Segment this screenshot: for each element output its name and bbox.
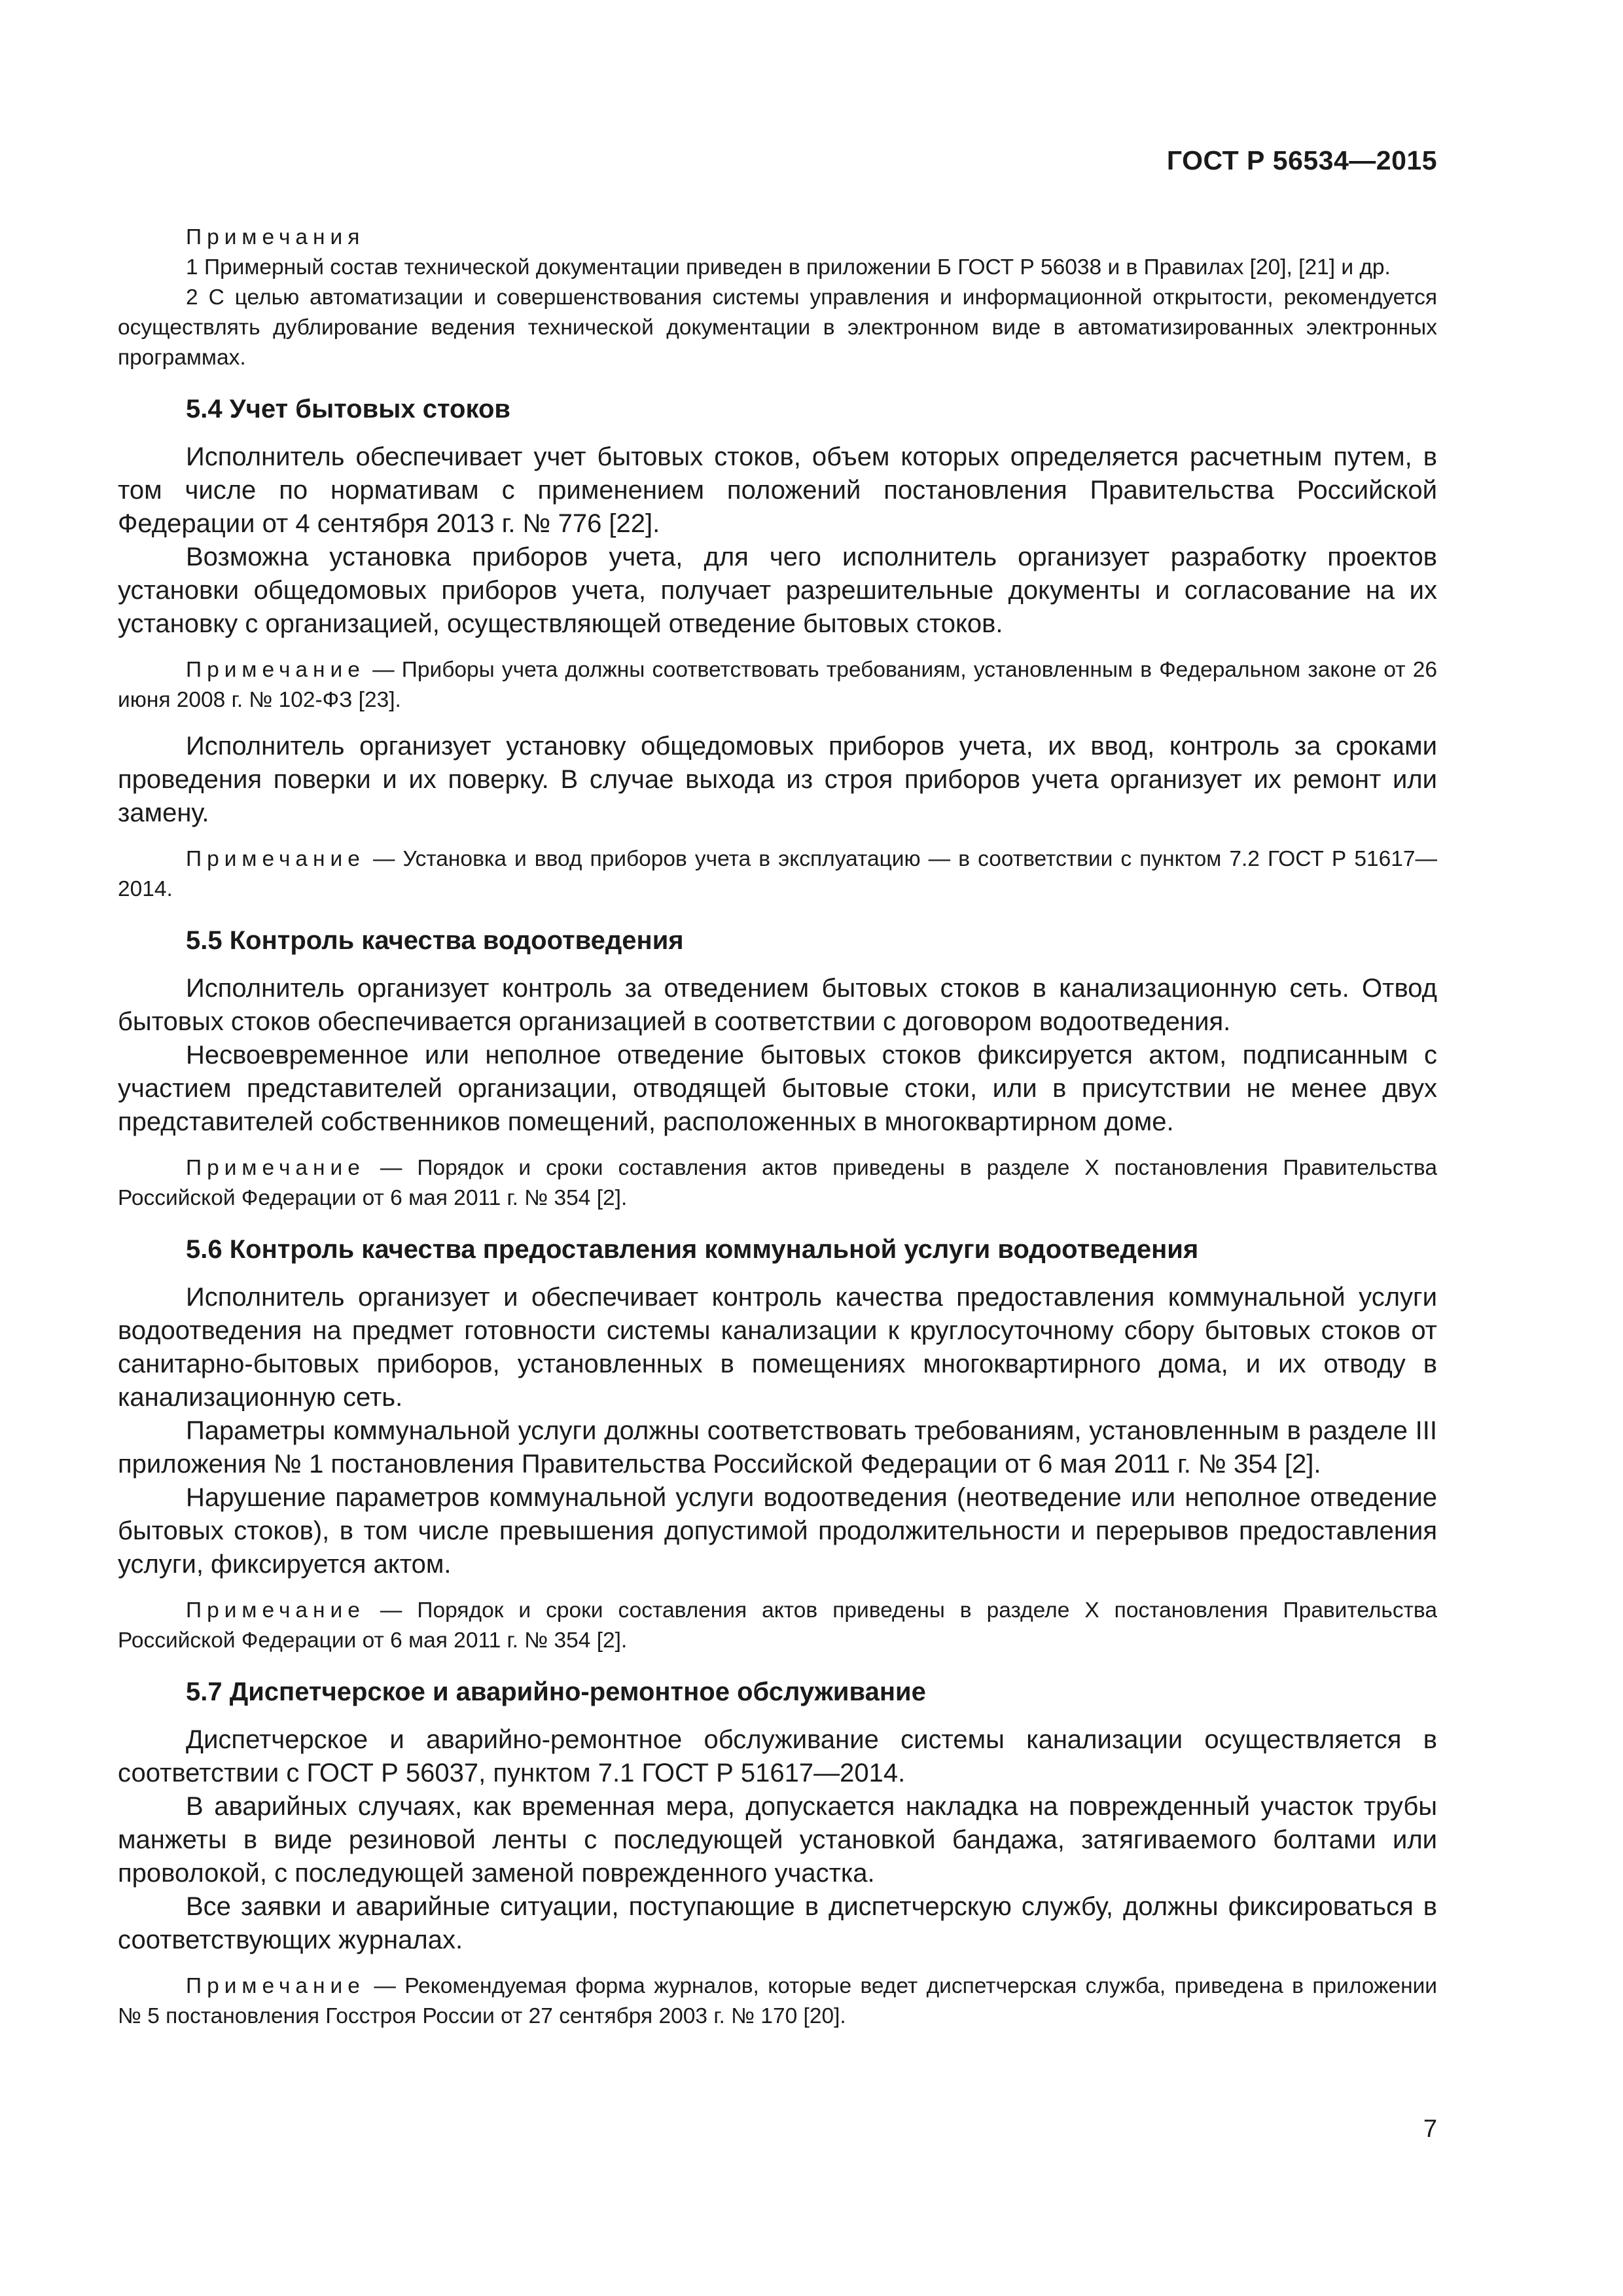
paragraph: Возможна установка приборов учета, для чего исполнитель организует разработку проектов установки общедомовых приборов учета, получает разрешительные документы и согласование на их установку с организацией, осуществляющей отведение бытовых стоков. <box>118 543 1437 638</box>
note: Примечание — Порядок и сроки составления актов приведены в разделе X постановления Правительства Российской Федерации от 6 мая 2011 г. № 354 [2]. <box>118 1156 1437 1210</box>
paragraph: Параметры коммунальной услуги должны соответствовать требованиям, установленным в разделе III приложения № 1 постановления Правительства Российской Федерации от 6 мая 2011 г. № 354 [2]. <box>118 1416 1437 1479</box>
page-content <box>118 223 1437 2032</box>
note: Примечание — Порядок и сроки составления актов приведены в разделе X постановления Правительства Российской Федерации от 6 мая 2011 г. № 354 [2]. <box>118 1598 1437 1653</box>
paragraph: Исполнитель организует контроль за отведением бытовых стоков в канализационную сеть. Отвод бытовых стоков обеспечивается организацией в соответствии с договором водоотведения. <box>118 974 1437 1036</box>
note-item-2: 2 С целью автоматизации и совершенствования системы управления и информационной открытости, рекомендуется осуществлять дублирование ведения технической документации в электронном виде в автоматизированных электронных программах. <box>118 285 1437 370</box>
note: Примечание — Рекомендуемая форма журналов, которые ведет диспетчерская служба, приведена в приложении № 5 постановления Госстроя России от 27 сентября 2003 г. № 170 [20]. <box>118 1974 1437 2028</box>
note: Примечание — Установка и ввод приборов учета в эксплуатацию — в соответствии с пунктом 7.2 ГОСТ Р 51617—2014. <box>118 847 1437 901</box>
paragraph: Исполнитель организует установку общедомовых приборов учета, их ввод, контроль за сроками проведения поверки и их поверку. В случае выхода из строя приборов учета организует их ремонт или замену. <box>118 732 1437 827</box>
paragraph: Нарушение параметров коммунальной услуги водоотведения (неотведение или неполное отведение бытовых стоков), в том числе превышения допустимой продолжительности и перерывов предоставления услуги, фиксируется актом. <box>118 1483 1437 1579</box>
paragraph: Исполнитель организует и обеспечивает контроль качества предоставления коммунальной услуги водоотведения на предмет готовности системы канализации к круглосуточному сбору бытовых стоков от санитарно-бытовых приборов, установленных в помещениях многоквартирного дома, и их отводу в канализационную сеть. <box>118 1283 1437 1412</box>
section-heading-5-5: 5.5 Контроль качества водоотведения <box>186 926 684 955</box>
paragraph: Все заявки и аварийные ситуации, поступающие в диспетчерскую службу, должны фиксироваться в соответствующих журналах. <box>118 1892 1437 1954</box>
document-code: ГОСТ Р 56534—2015 <box>1166 145 1437 175</box>
notes-label: Примечания <box>186 225 365 249</box>
paragraph: Несвоевременное или неполное отведение бытовых стоков фиксируется актом, подписанным с участием представителей организации, отводящей бытовые стоки, или в присутствии не менее двух представителей собственников помещений, расположенных в многоквартирном доме. <box>118 1041 1437 1136</box>
paragraph: Диспетчерское и аварийно-ремонтное обслуживание системы канализации осуществляется в соответствии с ГОСТ Р 56037, пунктом 7.1 ГОСТ Р 51617—2014. <box>118 1725 1437 1787</box>
paragraph: В аварийных случаях, как временная мера, допускается накладка на поврежденный участок трубы манжеты в виде резиновой ленты с последующей установкой бандажа, затягиваемого болтами или проволокой, с последующей заменой поврежденного участка. <box>118 1792 1437 1888</box>
section-heading-5-6: 5.6 Контроль качества предоставления коммунальной услуги водоотведения <box>186 1235 1199 1264</box>
note: Примечание — Приборы учета должны соответствовать требованиям, установленным в Федеральном законе от 26 июня 2008 г. № 102-ФЗ [23]. <box>118 658 1437 712</box>
note-item-1: 1 Примерный состав технической документации приведен в приложении Б ГОСТ Р 56038 и в Правилах [20], [21] и др. <box>186 255 1391 279</box>
section-heading-5-7: 5.7 Диспетчерское и аварийно-ремонтное обслуживание <box>186 1677 926 1706</box>
section-heading-5-4: 5.4 Учет бытовых стоков <box>186 395 510 423</box>
paragraph: Исполнитель обеспечивает учет бытовых стоков, объем которых определяется расчетным путем, в том числе по нормативам с применением положений постановления Правительства Российской Федерации от 4 сентября 2013 г. № 776 [22]. <box>118 442 1437 538</box>
page-number: 7 <box>1423 2115 1437 2143</box>
